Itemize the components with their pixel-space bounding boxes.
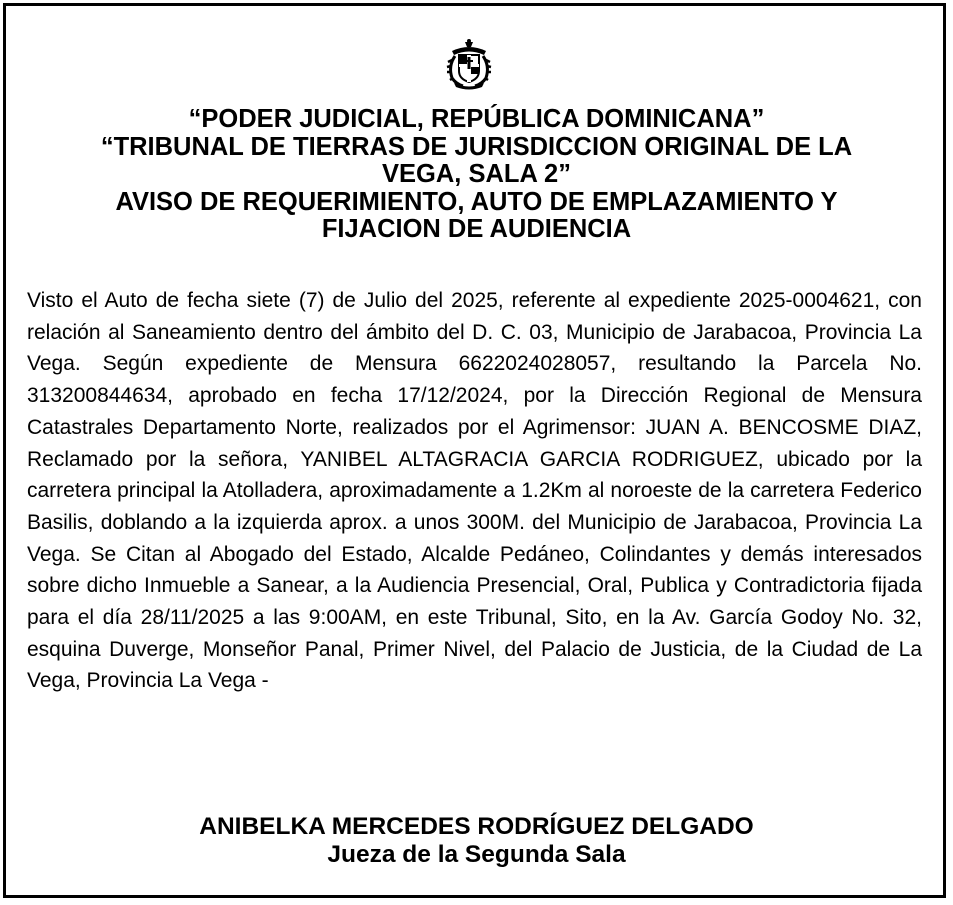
notice-body: Visto el Auto de fecha siete (7) de Julio del 2025, referente al expediente 2025-0004621, con relación al Saneamiento dentro del ámbito del D. C. 03, Municipio de Jarabacoa, Provincia La Vega. Según expediente de Mensura 6622024028057, resultando la Parcela No. 313200844634, aprobado en fecha 17/12/2024, por la Dirección Regional de Mensura Catastrales Departamento Norte, realizados por el Agrimensor: JUAN A. BENCOSME DIAZ, Reclamado por la señora, YANIBEL ALTAGRACIA GARCIA RODRIGUEZ, ubicado por la carretera principal la Atolladera, aproximadamente a 1.2Km al noroeste de la carretera Federico Basilis, doblando a la izquierda aprox. a unos 300M. del Municipio de Jarabacoa, Provincia La Vega. Se Citan al Abogado del Estado, Alcalde Pedáneo, Colindantes y demás interesados sobre dicho Inmueble a Sanear, a la Audiencia Presencial, Oral, Publica y Contradictoria fijada para el día 28/11/2025 a las 9:00AM, en este Tribunal, Sito, en la Av. García Godoy No. 32, esquina Duverge, Monseñor Panal, Primer Nivel, del Palacio de Justicia, de la Ciudad de La Vega, Provincia La Vega - (27, 289, 922, 693)
heading-line-institution: “PODER JUDICIAL, REPÚBLICA DOMINICANA” (188, 105, 765, 133)
heading-line-notice-type-cont: FIJACION DE AUDIENCIA (321, 215, 632, 243)
heading-line-court-cont: VEGA, SALA 2” (382, 160, 571, 188)
signature-block (20, 813, 933, 869)
coat-of-arms-icon (446, 38, 492, 90)
notice-heading (20, 106, 933, 244)
judge-title: Jueza de la Segunda Sala (327, 841, 626, 868)
judge-name: ANIBELKA MERCEDES RODRÍGUEZ DELGADO (199, 813, 754, 840)
heading-line-notice-type: AVISO DE REQUERIMIENTO, AUTO DE EMPLAZAMIENTO Y (115, 187, 838, 216)
heading-line-court: “TRIBUNAL DE TIERRAS DE JURISDICCION ORIGINAL DE LA (100, 132, 853, 161)
